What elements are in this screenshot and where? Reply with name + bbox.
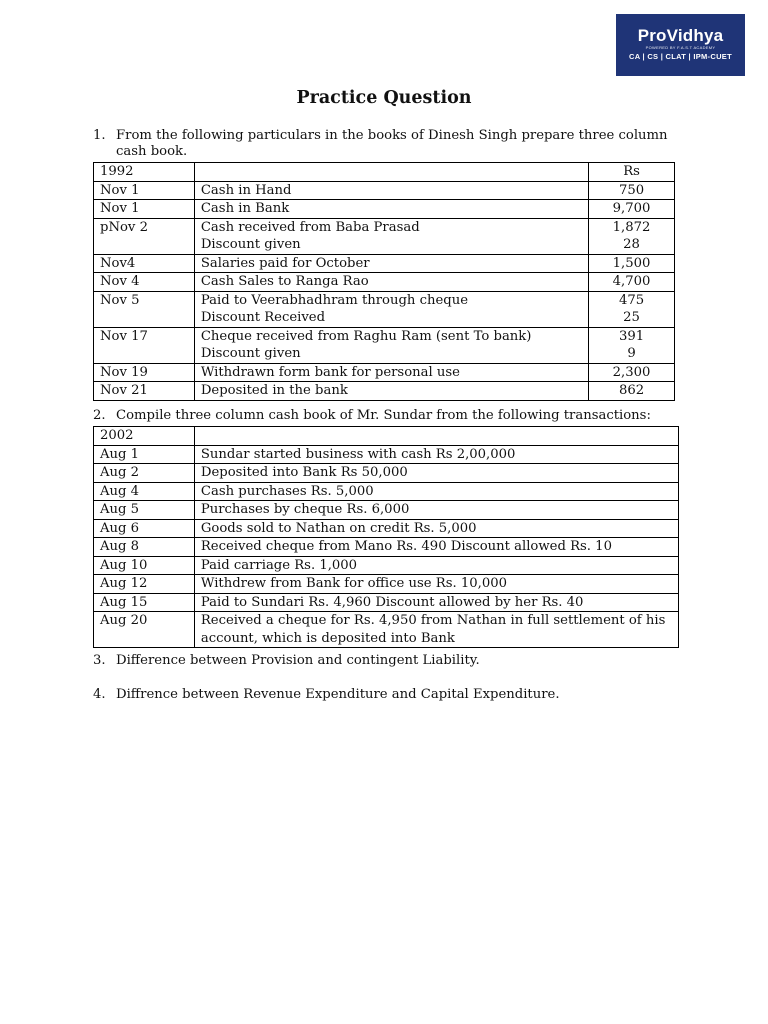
date-cell: Nov 4 xyxy=(94,273,195,292)
particulars-cell xyxy=(194,327,588,363)
table-row xyxy=(94,200,675,219)
particulars-cell xyxy=(194,382,588,401)
question-text: Compile three column cash book of Mr. Sundar from the following transactions: xyxy=(116,408,651,423)
particular-line: Withdrawn form bank for personal use xyxy=(200,364,460,380)
table-row xyxy=(94,612,679,648)
table-row xyxy=(94,501,679,520)
table-row xyxy=(94,218,675,254)
particular-line: Salaries paid for October xyxy=(200,255,370,271)
table-header-row xyxy=(94,163,675,182)
date-cell: Nov 1 xyxy=(94,181,195,200)
amount-line: 1,872 xyxy=(612,219,651,235)
date-cell: Aug 4 xyxy=(94,482,195,501)
table-row xyxy=(94,575,679,594)
particulars-cell xyxy=(194,254,588,273)
question-3 xyxy=(93,653,673,669)
amount-cell xyxy=(589,181,675,200)
particular-line: Discount given xyxy=(200,237,301,252)
date-cell: Aug 2 xyxy=(94,464,195,483)
amount-line: 9 xyxy=(627,346,636,361)
question-number: 4. xyxy=(93,687,106,702)
particular-line: Discount Received xyxy=(200,310,326,325)
page-title: Practice Question xyxy=(296,88,472,108)
particular-line: Cash in Bank xyxy=(200,201,290,216)
amount-line: 25 xyxy=(623,310,640,325)
amount-cell xyxy=(589,291,675,327)
table-row xyxy=(94,445,679,464)
amount-line: 862 xyxy=(618,383,645,398)
particulars-header-cell xyxy=(194,163,588,182)
particulars-cell xyxy=(194,200,588,219)
providhya-logo xyxy=(616,14,745,76)
cash-book-table-1992 xyxy=(93,162,675,401)
particular-line: Cash in Hand xyxy=(200,182,292,198)
logo-courses: CA | CS | CLAT | IPM-CUET xyxy=(629,52,732,61)
logo-powered-by: POWERED BY F.A.S.T ACADEMY xyxy=(645,45,716,50)
table-row xyxy=(94,254,675,273)
question-number: 2. xyxy=(93,408,106,423)
amount-line: 391 xyxy=(618,328,645,344)
year-cell: 2002 xyxy=(94,427,195,446)
transaction-cell: Sundar started business with cash Rs 2,00,000 xyxy=(194,445,678,464)
date-cell: Aug 8 xyxy=(94,538,195,557)
table-row xyxy=(94,181,675,200)
table-row xyxy=(94,464,679,483)
amount-cell xyxy=(589,200,675,219)
amount-line: 28 xyxy=(623,237,640,252)
amount-cell xyxy=(589,273,675,292)
question-number: 1. xyxy=(93,128,106,143)
amount-line: 475 xyxy=(618,292,645,308)
particulars-cell xyxy=(194,181,588,200)
table-header-row xyxy=(94,427,679,446)
table-row xyxy=(94,519,679,538)
particular-line: Discount given xyxy=(200,346,301,361)
transaction-cell: Received cheque from Mano Rs. 490 Discount allowed Rs. 10 xyxy=(194,538,678,557)
date-cell: Aug 12 xyxy=(94,575,195,594)
transaction-cell: Goods sold to Nathan on credit Rs. 5,000 xyxy=(194,519,678,538)
amount-header-cell: Rs xyxy=(589,163,675,182)
table-row xyxy=(94,538,679,557)
amount-cell xyxy=(589,254,675,273)
date-cell: Aug 1 xyxy=(94,445,195,464)
transactions-table-2002 xyxy=(93,426,679,648)
amount-line: 4,700 xyxy=(612,274,651,289)
table-row xyxy=(94,327,675,363)
amount-line: 2,300 xyxy=(612,364,651,380)
date-cell: Nov4 xyxy=(94,254,195,273)
table-row xyxy=(94,593,679,612)
date-cell: Nov 5 xyxy=(94,291,195,327)
table-row xyxy=(94,382,675,401)
question-text: Difference between Provision and contingent Liability. xyxy=(116,653,480,668)
question-4 xyxy=(93,687,673,703)
question-2 xyxy=(93,408,673,424)
amount-cell xyxy=(589,382,675,401)
date-cell: Aug 6 xyxy=(94,519,195,538)
date-cell: Nov 19 xyxy=(94,363,195,382)
question-text: Diffrence between Revenue Expenditure and Capital Expenditure. xyxy=(116,687,560,702)
table-row xyxy=(94,273,675,292)
question-number: 3. xyxy=(93,653,106,668)
particulars-cell xyxy=(194,273,588,292)
table-row xyxy=(94,291,675,327)
question-1 xyxy=(93,128,673,160)
date-cell: Nov 17 xyxy=(94,327,195,363)
logo-brand: ProVidhya xyxy=(637,26,724,45)
particular-line: Paid to Veerabhadhram through cheque xyxy=(200,292,469,308)
particular-line: Deposited in the bank xyxy=(200,383,348,398)
particulars-cell xyxy=(194,291,588,327)
table-row xyxy=(94,556,679,575)
date-cell: Aug 15 xyxy=(94,593,195,612)
amount-line: 9,700 xyxy=(612,201,651,216)
table-row xyxy=(94,482,679,501)
year-cell: 1992 xyxy=(94,163,195,182)
transaction-cell: Paid carriage Rs. 1,000 xyxy=(194,556,678,575)
transaction-cell: Deposited into Bank Rs 50,000 xyxy=(194,464,678,483)
date-cell: Aug 20 xyxy=(94,612,195,648)
date-cell: Nov 1 xyxy=(94,200,195,219)
date-cell: Nov 21 xyxy=(94,382,195,401)
transaction-cell: Paid to Sundari Rs. 4,960 Discount allowed by her Rs. 40 xyxy=(194,593,678,612)
date-cell: Aug 10 xyxy=(94,556,195,575)
transaction-cell: Withdrew from Bank for office use Rs. 10,000 xyxy=(194,575,678,594)
amount-cell xyxy=(589,363,675,382)
date-cell: pNov 2 xyxy=(94,218,195,254)
particular-line: Cheque received from Raghu Ram (sent To bank) xyxy=(200,328,532,344)
particulars-cell xyxy=(194,363,588,382)
transaction-cell: Received a cheque for Rs. 4,950 from Nathan in full settlement of his account, which is deposited into Bank xyxy=(194,612,678,648)
amount-cell xyxy=(589,218,675,254)
particulars-cell xyxy=(194,218,588,254)
amount-line: 750 xyxy=(618,182,645,198)
amount-line: 1,500 xyxy=(612,255,651,271)
question-text: From the following particulars in the books of Dinesh Singh prepare three column cash book. xyxy=(116,128,668,159)
transaction-cell: Cash purchases Rs. 5,000 xyxy=(194,482,678,501)
particular-line: Cash received from Baba Prasad xyxy=(200,219,420,235)
amount-cell xyxy=(589,327,675,363)
particulars-header-cell xyxy=(194,427,678,446)
date-cell: Aug 5 xyxy=(94,501,195,520)
particular-line: Cash Sales to Ranga Rao xyxy=(200,274,369,289)
table-row xyxy=(94,363,675,382)
transaction-cell: Purchases by cheque Rs. 6,000 xyxy=(194,501,678,520)
